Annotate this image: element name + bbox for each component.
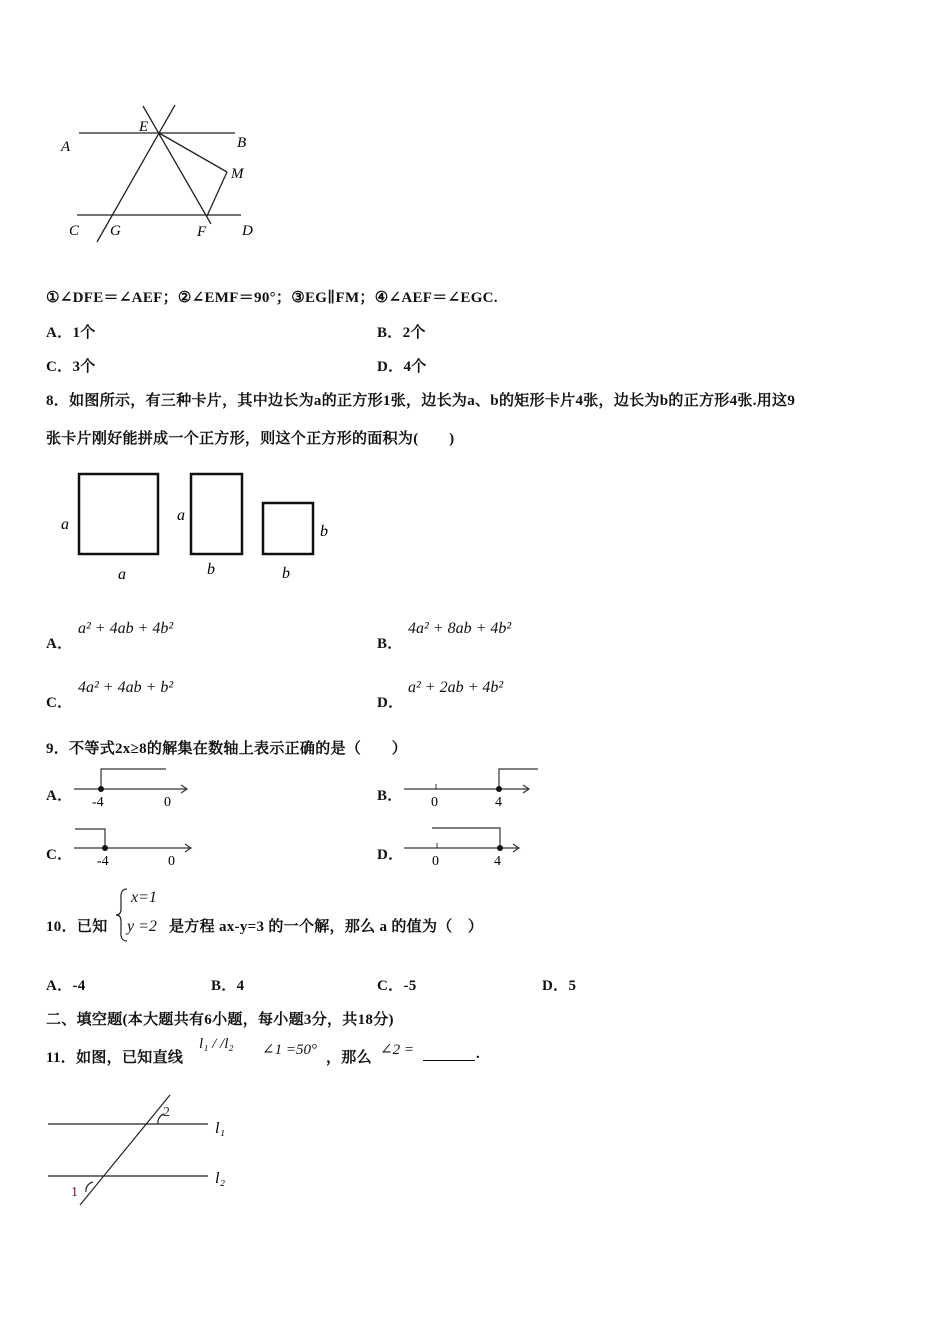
q8-option-c-letter[interactable]: C． <box>46 695 73 711</box>
q7-option-a[interactable]: A．1个 <box>46 325 96 341</box>
q9-option-b-letter[interactable]: B． <box>377 788 403 804</box>
q11-sep: ，那么 <box>326 1050 372 1066</box>
q9-option-a-numberline <box>70 764 200 814</box>
label-e: E <box>139 119 149 135</box>
l1-label: l₁ <box>215 1120 226 1137</box>
q10-system-y: y =2 <box>127 918 157 935</box>
q8-option-c-expr: 4a² + 4ab + b² <box>78 679 174 696</box>
q9-option-c-letter[interactable]: C． <box>46 847 73 863</box>
label-d: D <box>242 223 253 239</box>
label-a: A <box>61 139 71 155</box>
card-square-a <box>79 474 158 554</box>
tick-label: 0 <box>431 795 438 810</box>
angle-2-label: 2 <box>163 1105 170 1120</box>
label-b: B <box>237 135 247 151</box>
card-square-b <box>263 503 313 554</box>
q10-option-b[interactable]: B．4 <box>211 978 245 994</box>
q9-option-a-letter[interactable]: A． <box>46 788 73 804</box>
l2-label: l₂ <box>215 1170 226 1187</box>
q10-system-x: x=1 <box>131 889 157 906</box>
q8-option-b-expr: 4a² + 8ab + 4b² <box>408 620 512 637</box>
card-square-b-bottom-label: b <box>282 565 290 582</box>
tick-label: 0 <box>432 854 439 869</box>
q10-option-d[interactable]: D．5 <box>542 978 577 994</box>
tick-label: 4 <box>495 795 502 810</box>
line-mf <box>207 172 227 216</box>
q10-prefix: 10．已知 <box>46 919 108 935</box>
label-m: M <box>231 166 244 182</box>
card-square-a-bottom-label: a <box>118 566 126 583</box>
line-ef-ext <box>143 106 211 224</box>
q11-answer-blank[interactable] <box>423 1048 475 1061</box>
label-c: C <box>69 223 80 239</box>
q7-figure <box>55 100 275 250</box>
q8-option-d-letter[interactable]: D． <box>377 695 404 711</box>
card-rect-side-label: a <box>177 507 185 524</box>
q7-option-b[interactable]: B．2个 <box>377 325 426 341</box>
q10-option-c[interactable]: C．-5 <box>377 978 417 994</box>
q8-stem-line2: 张卡片刚好能拼成一个正方形，则这个正方形的面积为( ) <box>46 431 455 447</box>
q7-option-c[interactable]: C．3个 <box>46 359 96 375</box>
q11-angle1: ∠1 =50° <box>262 1042 317 1058</box>
q9-option-c-numberline <box>70 823 200 873</box>
q9-option-b-numberline <box>402 764 542 814</box>
q8-option-d-expr: a² + 2ab + 4b² <box>408 679 504 696</box>
q8-stem-line1: 8．如图所示，有三种卡片，其中边长为a的正方形1张，边长为a、b的矩形卡片4张，边长为b的正方形4张.用这9 <box>46 393 796 409</box>
q9-option-d-numberline <box>402 823 532 873</box>
card-rect-bottom-label: b <box>207 561 215 578</box>
angle-1-label: 1 <box>71 1185 78 1200</box>
q11-angle2: ∠2 = <box>380 1042 414 1058</box>
q11-end: . <box>476 1046 481 1062</box>
tick-label: -4 <box>97 854 109 869</box>
q10-suffix: 是方程 ax-y=3 的一个解，那么 a 的值为（ ） <box>169 919 484 935</box>
q10-option-a[interactable]: A．-4 <box>46 978 86 994</box>
q11-prefix: 11．如图，已知直线 <box>46 1050 184 1066</box>
tick-label: 4 <box>494 854 501 869</box>
q8-cards-figure <box>55 465 345 590</box>
line-eg-ext <box>97 105 175 242</box>
tick-label: 0 <box>168 854 175 869</box>
q9-stem: 9．不等式2x≥8的解集在数轴上表示正确的是（ ） <box>46 741 408 757</box>
q8-option-b-letter[interactable]: B． <box>377 636 403 652</box>
transversal <box>80 1095 170 1205</box>
tick-label: -4 <box>92 795 104 810</box>
q7-statements: ①∠DFE＝∠AEF；②∠EMF＝90°；③EG∥FM；④∠AEF＝∠EGC. <box>46 290 498 306</box>
q8-option-a-expr: a² + 4ab + 4b² <box>78 620 174 637</box>
section-2-title: 二、填空题(本大题共有6小题，每小题3分，共18分) <box>46 1012 394 1028</box>
card-square-a-side-label: a <box>61 516 69 533</box>
card-rect-ab <box>191 474 242 554</box>
q11-figure <box>45 1092 245 1212</box>
q8-option-a-letter[interactable]: A． <box>46 636 73 652</box>
card-square-b-side-label: b <box>320 523 328 540</box>
q9-option-d-letter[interactable]: D． <box>377 847 404 863</box>
q11-parallel: l₁ / /l₂ <box>199 1036 234 1052</box>
tick-label: 0 <box>164 795 171 810</box>
label-f: F <box>197 224 207 240</box>
label-g: G <box>110 223 121 239</box>
q7-option-d[interactable]: D．4个 <box>377 359 427 375</box>
